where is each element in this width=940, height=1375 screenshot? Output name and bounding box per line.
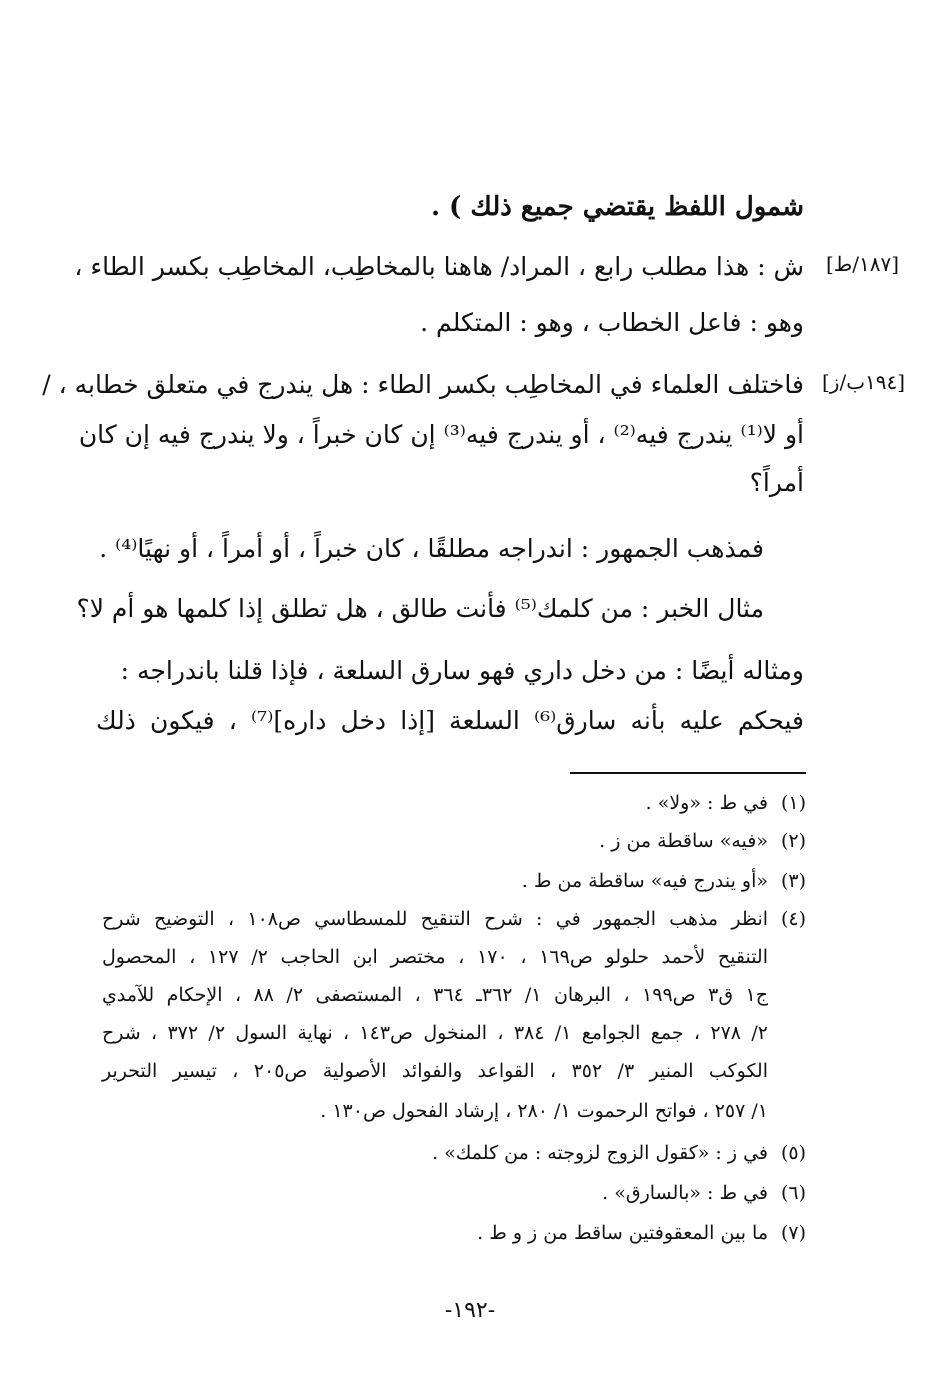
footnote-text: في ط : «بالسارق» . <box>602 1182 768 1204</box>
body-line: فمذهب الجمهور : اندراجه مطلقًا ، كان خبراً ، أو أمراً ، أو نهيًا⁽⁴⁾ . <box>99 534 764 563</box>
body-line: وهو : فاعل الخطاب ، وهو : المتكلم . <box>420 308 804 337</box>
footnote-text: «فيه» ساقطة من ز . <box>599 830 768 852</box>
body-line: ومثاله أيضًا : من دخل داري فهو سارق السلعة ، فإذا قلنا باندراجه : <box>120 656 804 685</box>
footnote-text: «أو يندرج فيه» ساقطة من ط . <box>521 870 768 892</box>
footnote-number: (٧) <box>780 1222 806 1244</box>
footnote-number: (٢) <box>780 830 806 852</box>
body-line: فاختلف العلماء في المخاطِب بكسر الطاء : هل يندرج في متعلق خطابه ، / <box>42 370 804 399</box>
page-number: -١٩٢- <box>444 1298 496 1323</box>
footnote-number: (٦) <box>780 1182 806 1204</box>
footnote-text: ما بين المعقوفتين ساقط من ز و ط . <box>477 1222 768 1244</box>
footnote-text: الكوكب المنير ٣/ ٣٥٢ ، القواعد والفوائد الأصولية ص٢٠٥ ، تيسير التحرير <box>102 1060 769 1082</box>
footnote-number: (٥) <box>780 1142 806 1164</box>
footnote-number: (٣) <box>780 870 806 892</box>
section-heading: شمول اللفظ يقتضي جميع ذلك ) . <box>430 192 804 222</box>
body-line: مثال الخبر : من كلمك⁽⁵⁾ فأنت طالق ، هل تطلق إذا كلمها هو أم لا؟ <box>76 594 764 623</box>
footnote-number: (١) <box>780 792 806 814</box>
footnote-text: ٢/ ٢٧٨ ، جمع الجوامع ١/ ٣٨٤ ، المنخول ص١٤٣ ، نهاية السول ٢/ ٣٧٢ ، شرح <box>102 1022 768 1044</box>
margin-note-folio-t: [١٨٧/ط] <box>826 252 900 276</box>
footnote-text: ج١ ق٣ ص١٩٩ ، البرهان ١/ ٣٦٢ـ ٣٦٤ ، المستصفى ٢/ ٨٨ ، الإحكام للآمدي <box>102 984 768 1006</box>
body-line: أمراً؟ <box>749 468 804 497</box>
body-line: أو لا⁽¹⁾ يندرج فيه⁽²⁾ ، أو يندرج فيه⁽³⁾ إن كان خبراً ، ولا يندرج فيه إن كان <box>78 420 804 449</box>
footnote-text: في ز : «كقول الزوج لزوجته : من كلمك» . <box>432 1142 768 1164</box>
footnote-text: انظر مذهب الجمهور في : شرح التنقيح للمسطاسي ص١٠٨ ، التوضيح شرح <box>102 908 769 930</box>
footnote-number: (٤) <box>780 908 806 930</box>
body-line: ش : هذا مطلب رابع ، المراد/ هاهنا بالمخاطِب، المخاطِب بكسر الطاء ، <box>74 252 804 281</box>
body-line: فيحكم عليه بأنه سارق⁽⁶⁾ السلعة [إذا دخل داره]⁽⁷⁾ ، فيكون ذلك <box>96 706 804 735</box>
margin-note-folio-z: [١٩٤ب/ز] <box>822 370 906 394</box>
footnote-text: ١/ ٢٥٧ ، فواتح الرحموت ١/ ٢٨٠ ، إرشاد الفحول ص١٣٠ . <box>320 1100 768 1122</box>
footnote-text: التنقيح لأحمد حلولو ص١٦٩ ، ١٧٠ ، مختصر ابن الحاجب ٢/ ١٢٧ ، المحصول <box>102 946 768 968</box>
footnote-text: في ط : «ولا» . <box>645 792 768 814</box>
footnote-separator <box>570 772 806 774</box>
